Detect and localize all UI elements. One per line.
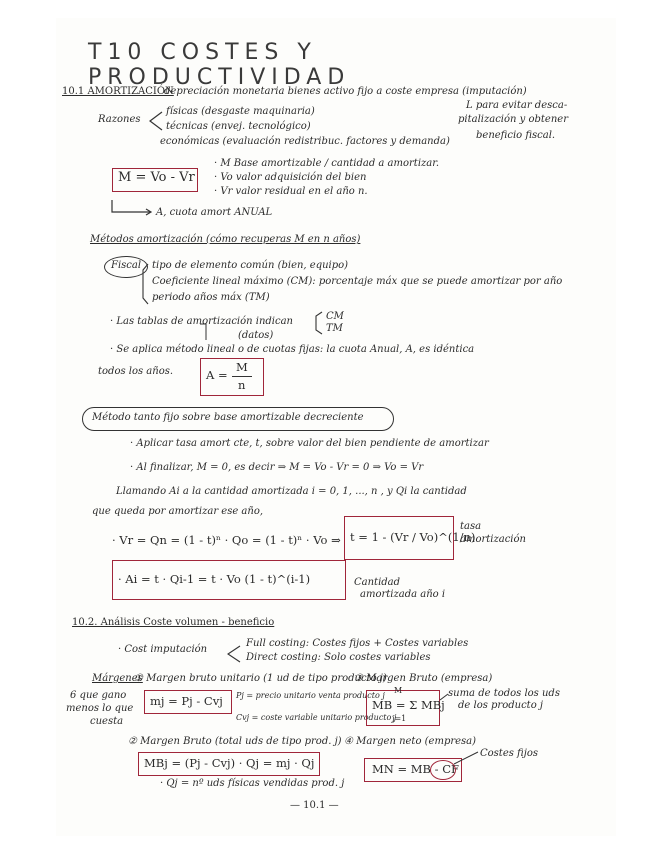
mb-note-2: de los producto j <box>458 700 543 711</box>
mj-formula: mj = Pj - Cvj <box>150 694 223 708</box>
side-gano-1: 6 que gano <box>70 690 127 701</box>
side-gano-2: menos lo que <box>66 703 134 714</box>
side-note-3: beneficio fiscal. <box>476 130 556 141</box>
tanto-bullet-1: · Aplicar tasa amort cte, t, sobre valor del bien pendiente de amortizar <box>130 438 489 449</box>
todos-anos: todos los años. <box>98 366 174 377</box>
llamando-2: que queda por amortizar ese año, <box>92 506 264 517</box>
lineal-text: · Se aplica método lineal o de cuotas fijas: la cuota Anual, A, es idéntica <box>110 344 475 355</box>
metodos-heading: Métodos amortización (cómo recuperas M en n años) <box>90 234 361 245</box>
formula-a-den: n <box>238 378 246 392</box>
mbj-formula: MBj = (Pj - Cvj) · Qj = mj · Qj <box>144 756 315 770</box>
fiscal-item-3: periodo años máx (TM) <box>152 292 270 303</box>
mn-formula: MN = MB - CF <box>372 762 459 776</box>
cost-imputacion: · Cost imputación <box>118 644 208 655</box>
section-heading-amortizacion: 10.1 AMORTIZACIÓN <box>62 86 174 97</box>
mb-sum-top: M <box>394 686 403 695</box>
fiscal-item-1: tipo de elemento común (bien, equipo) <box>152 260 349 271</box>
formula-m: M = Vo - Vr <box>118 170 195 185</box>
cantidad-label-2: amortizada año i <box>360 589 446 600</box>
llamando-1: Llamando Ai a la cantidad amortizada i = 0, 1, ..., n , y Qi la cantidad <box>116 486 467 497</box>
razon-economicas: económicas (evaluación redistribuc. factores y demanda) <box>160 136 450 147</box>
qj-def: · Qj = nº uds físicas vendidas prod. j <box>160 778 345 789</box>
mb-formula: MB = Σ MBj <box>372 698 445 712</box>
cantidad-label-1: Cantidad <box>354 577 401 588</box>
def-vo: · Vo valor adquisición del bien <box>214 172 367 183</box>
formula-a: A = <box>206 368 228 382</box>
def-vr: · Vr valor residual en el año n. <box>214 186 368 197</box>
full-costing: Full costing: Costes fijos + Costes variables <box>246 638 469 649</box>
cvj-def: Cvj = coste variable unitario producto j <box>236 713 397 722</box>
razon-tecnicas: técnicas (envej. tecnológico) <box>166 121 311 132</box>
tanto-bullet-2: · Al finalizar, M = 0, es decir ⇒ M = Vo - Vr = 0 ⇒ Vo = Vr <box>130 462 424 473</box>
mb-note-1: suma de todos los uds <box>448 688 560 699</box>
page-title: T10 COSTES Y PRODUCTIVIDAD <box>88 40 351 90</box>
cm-label: CM <box>326 311 344 322</box>
page-number: — 10.1 — <box>290 800 339 811</box>
fiscal-label: Fiscal <box>111 260 142 271</box>
ai-formula: · Ai = t · Qi-1 = t · Vo (1 - t)^(i-1) <box>118 572 311 586</box>
datos-label: (datos) <box>238 330 274 341</box>
margen-3-heading: ③ Margen Bruto (empresa) <box>354 673 493 684</box>
tasa-formula: t = 1 - (Vr / Vo)^(1/n) <box>350 530 476 544</box>
margen-1-heading: ① Margen bruto unitario (1 ud de tipo producto j) <box>134 673 387 684</box>
direct-costing: Direct costing: Solo costes variables <box>246 652 431 663</box>
formula-a-num: M <box>236 360 248 374</box>
equation-vr: · Vr = Qn = (1 - t)ⁿ · Qo = (1 - t)ⁿ · Vo ⇒ <box>112 533 341 547</box>
razon-fisicas: físicas (desgaste maquinaria) <box>166 106 315 117</box>
fiscal-item-2: Coeficiente lineal máximo (CM): porcentaje máx que se puede amortizar por año <box>152 276 563 287</box>
tablas-text: · Las tablas de amortización indican <box>110 316 293 327</box>
tasa-label-1: tasa <box>460 521 482 532</box>
amortizacion-intro: depreciación monetaria bienes activo fijo a coste empresa (imputación) <box>164 86 527 97</box>
margen-2-heading: ② Margen Bruto (total uds de tipo prod. j) <box>128 736 342 747</box>
section-heading-cvb: 10.2. Análisis Coste volumen - beneficio <box>72 617 275 628</box>
side-note-1: L para evitar desca- <box>466 100 568 111</box>
side-note-2: pitalización y obtener <box>458 114 568 125</box>
tanto-fijo-heading: Método tanto fijo sobre base amortizable decreciente <box>92 412 364 423</box>
cuota-anual: A, cuota amort ANUAL <box>156 207 273 218</box>
tm-label: TM <box>326 323 343 334</box>
mb-sum-bottom: j=1 <box>392 714 407 723</box>
cf-note: Costes fijos <box>480 748 538 759</box>
def-m: · M Base amortizable / cantidad a amortizar. <box>214 158 440 169</box>
side-gano-3: cuesta <box>90 716 124 727</box>
razones-label: Razones <box>98 114 141 125</box>
pj-def: Pj = precio unitario venta producto j <box>236 691 385 700</box>
margenes-label: Márgenes <box>92 673 143 684</box>
margen-4-heading: ④ Margen neto (empresa) <box>344 736 477 747</box>
tasa-label-2: amortización <box>460 534 526 545</box>
